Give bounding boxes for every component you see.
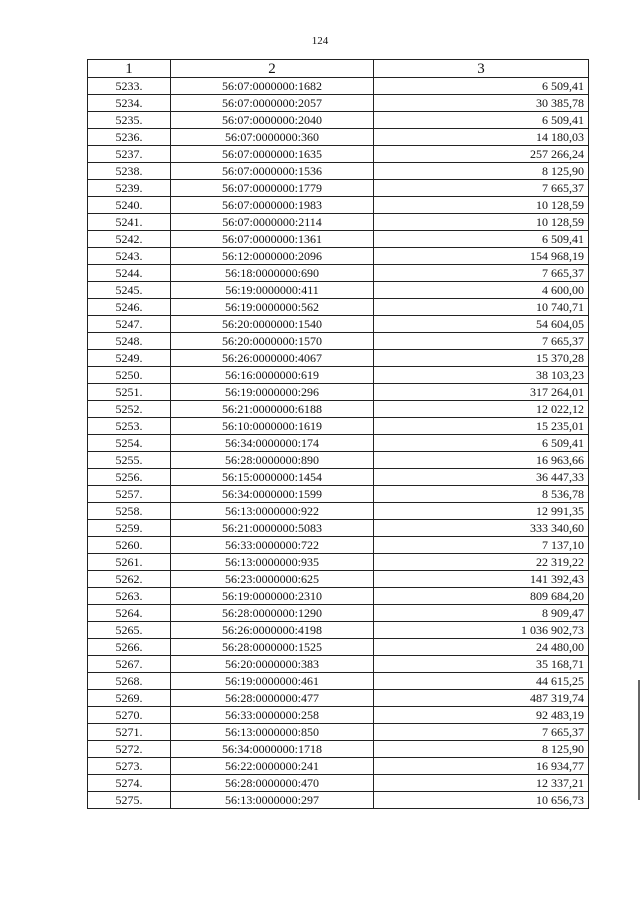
row-number-cell: 5238. xyxy=(88,163,171,180)
value-cell: 8 125,90 xyxy=(374,163,589,180)
table-row xyxy=(88,622,589,639)
row-number-cell: 5273. xyxy=(88,758,171,775)
page-number: 124 xyxy=(311,35,329,47)
row-number-cell: 5267. xyxy=(88,656,171,673)
cadastral-number-cell: 56:07:0000000:1779 xyxy=(171,180,374,197)
table-row xyxy=(88,146,589,163)
column-header-1: 1 xyxy=(88,60,171,78)
row-number-cell: 5251. xyxy=(88,384,171,401)
value-cell: 1 036 902,73 xyxy=(374,622,589,639)
table-body xyxy=(88,78,589,809)
cadastral-number-cell: 56:28:0000000:1290 xyxy=(171,605,374,622)
row-number-cell: 5243. xyxy=(88,248,171,265)
row-number-cell: 5236. xyxy=(88,129,171,146)
table-row xyxy=(88,248,589,265)
value-cell: 22 319,22 xyxy=(374,554,589,571)
cadastral-number-cell: 56:07:0000000:1635 xyxy=(171,146,374,163)
cadastral-number-cell: 56:28:0000000:1525 xyxy=(171,639,374,656)
value-cell: 487 319,74 xyxy=(374,690,589,707)
cadastral-number-cell: 56:07:0000000:360 xyxy=(171,129,374,146)
value-cell: 15 235,01 xyxy=(374,418,589,435)
table-row xyxy=(88,180,589,197)
cadastral-number-cell: 56:21:0000000:5083 xyxy=(171,520,374,537)
row-number-cell: 5244. xyxy=(88,265,171,282)
cadastral-number-cell: 56:07:0000000:1983 xyxy=(171,197,374,214)
value-cell: 7 665,37 xyxy=(374,265,589,282)
table-row xyxy=(88,231,589,248)
cadastral-number-cell: 56:28:0000000:470 xyxy=(171,775,374,792)
cadastral-number-cell: 56:33:0000000:722 xyxy=(171,537,374,554)
row-number-cell: 5254. xyxy=(88,435,171,452)
value-cell: 38 103,23 xyxy=(374,367,589,384)
cadastral-number-cell: 56:07:0000000:2057 xyxy=(171,95,374,112)
cadastral-number-cell: 56:07:0000000:2040 xyxy=(171,112,374,129)
value-cell: 16 934,77 xyxy=(374,758,589,775)
value-cell: 8 125,90 xyxy=(374,741,589,758)
value-cell: 30 385,78 xyxy=(374,95,589,112)
table-row xyxy=(88,741,589,758)
value-cell: 6 509,41 xyxy=(374,435,589,452)
value-cell: 35 168,71 xyxy=(374,656,589,673)
table-row xyxy=(88,520,589,537)
table-row xyxy=(88,452,589,469)
row-number-cell: 5239. xyxy=(88,180,171,197)
table-row xyxy=(88,265,589,282)
table-row xyxy=(88,707,589,724)
value-cell: 44 615,25 xyxy=(374,673,589,690)
row-number-cell: 5253. xyxy=(88,418,171,435)
row-number-cell: 5248. xyxy=(88,333,171,350)
table-row xyxy=(88,486,589,503)
cadastral-number-cell: 56:28:0000000:477 xyxy=(171,690,374,707)
table-row xyxy=(88,384,589,401)
row-number-cell: 5263. xyxy=(88,588,171,605)
table-row xyxy=(88,673,589,690)
row-number-cell: 5257. xyxy=(88,486,171,503)
value-cell: 6 509,41 xyxy=(374,112,589,129)
cadastral-number-cell: 56:07:0000000:2114 xyxy=(171,214,374,231)
value-cell: 8 909,47 xyxy=(374,605,589,622)
row-number-cell: 5241. xyxy=(88,214,171,231)
row-number-cell: 5258. xyxy=(88,503,171,520)
column-header-3: 3 xyxy=(374,60,589,78)
cadastral-number-cell: 56:15:0000000:1454 xyxy=(171,469,374,486)
cadastral-number-cell: 56:13:0000000:935 xyxy=(171,554,374,571)
row-number-cell: 5274. xyxy=(88,775,171,792)
table-row xyxy=(88,554,589,571)
value-cell: 12 022,12 xyxy=(374,401,589,418)
table-row xyxy=(88,571,589,588)
cadastral-number-cell: 56:10:0000000:1619 xyxy=(171,418,374,435)
value-cell: 12 337,21 xyxy=(374,775,589,792)
cadastral-number-cell: 56:20:0000000:1540 xyxy=(171,316,374,333)
value-cell: 15 370,28 xyxy=(374,350,589,367)
row-number-cell: 5237. xyxy=(88,146,171,163)
table-row xyxy=(88,333,589,350)
table-row xyxy=(88,197,589,214)
value-cell: 14 180,03 xyxy=(374,129,589,146)
value-cell: 257 266,24 xyxy=(374,146,589,163)
table-row xyxy=(88,588,589,605)
row-number-cell: 5261. xyxy=(88,554,171,571)
table-row xyxy=(88,639,589,656)
table-row xyxy=(88,503,589,520)
cadastral-number-cell: 56:26:0000000:4198 xyxy=(171,622,374,639)
cadastral-number-cell: 56:07:0000000:1361 xyxy=(171,231,374,248)
row-number-cell: 5264. xyxy=(88,605,171,622)
cadastral-number-cell: 56:07:0000000:1536 xyxy=(171,163,374,180)
row-number-cell: 5240. xyxy=(88,197,171,214)
value-cell: 6 509,41 xyxy=(374,231,589,248)
value-cell: 10 128,59 xyxy=(374,197,589,214)
table-header-row xyxy=(88,60,589,78)
cadastral-number-cell: 56:28:0000000:890 xyxy=(171,452,374,469)
table-row xyxy=(88,95,589,112)
table-row xyxy=(88,775,589,792)
value-cell: 7 665,37 xyxy=(374,724,589,741)
value-cell: 36 447,33 xyxy=(374,469,589,486)
row-number-cell: 5262. xyxy=(88,571,171,588)
value-cell: 7 137,10 xyxy=(374,537,589,554)
cadastral-number-cell: 56:16:0000000:619 xyxy=(171,367,374,384)
table-row xyxy=(88,282,589,299)
value-cell: 7 665,37 xyxy=(374,180,589,197)
cadastral-number-cell: 56:26:0000000:4067 xyxy=(171,350,374,367)
row-number-cell: 5270. xyxy=(88,707,171,724)
table-row xyxy=(88,401,589,418)
cadastral-number-cell: 56:19:0000000:411 xyxy=(171,282,374,299)
cadastral-number-cell: 56:07:0000000:1682 xyxy=(171,78,374,95)
cadastral-number-cell: 56:23:0000000:625 xyxy=(171,571,374,588)
cadastral-number-cell: 56:13:0000000:922 xyxy=(171,503,374,520)
table-row xyxy=(88,129,589,146)
table-row xyxy=(88,214,589,231)
value-cell: 809 684,20 xyxy=(374,588,589,605)
cadastral-table xyxy=(87,59,589,809)
value-cell: 54 604,05 xyxy=(374,316,589,333)
value-cell: 10 128,59 xyxy=(374,214,589,231)
row-number-cell: 5245. xyxy=(88,282,171,299)
table-row xyxy=(88,367,589,384)
cadastral-number-cell: 56:33:0000000:258 xyxy=(171,707,374,724)
cadastral-number-cell: 56:22:0000000:241 xyxy=(171,758,374,775)
cadastral-number-cell: 56:19:0000000:562 xyxy=(171,299,374,316)
table-row xyxy=(88,537,589,554)
cadastral-number-cell: 56:34:0000000:174 xyxy=(171,435,374,452)
row-number-cell: 5250. xyxy=(88,367,171,384)
row-number-cell: 5234. xyxy=(88,95,171,112)
cadastral-number-cell: 56:20:0000000:383 xyxy=(171,656,374,673)
table-row xyxy=(88,316,589,333)
row-number-cell: 5275. xyxy=(88,792,171,809)
cadastral-number-cell: 56:20:0000000:1570 xyxy=(171,333,374,350)
cadastral-number-cell: 56:19:0000000:2310 xyxy=(171,588,374,605)
row-number-cell: 5233. xyxy=(88,78,171,95)
table-row xyxy=(88,418,589,435)
table-row xyxy=(88,656,589,673)
row-number-cell: 5272. xyxy=(88,741,171,758)
row-number-cell: 5249. xyxy=(88,350,171,367)
table-row xyxy=(88,112,589,129)
row-number-cell: 5255. xyxy=(88,452,171,469)
value-cell: 141 392,43 xyxy=(374,571,589,588)
value-cell: 7 665,37 xyxy=(374,333,589,350)
row-number-cell: 5235. xyxy=(88,112,171,129)
row-number-cell: 5242. xyxy=(88,231,171,248)
table-row xyxy=(88,435,589,452)
table-row xyxy=(88,690,589,707)
row-number-cell: 5260. xyxy=(88,537,171,554)
row-number-cell: 5269. xyxy=(88,690,171,707)
row-number-cell: 5252. xyxy=(88,401,171,418)
value-cell: 16 963,66 xyxy=(374,452,589,469)
cadastral-number-cell: 56:21:0000000:6188 xyxy=(171,401,374,418)
table-row xyxy=(88,724,589,741)
row-number-cell: 5271. xyxy=(88,724,171,741)
table-row xyxy=(88,792,589,809)
cadastral-number-cell: 56:34:0000000:1599 xyxy=(171,486,374,503)
cadastral-number-cell: 56:13:0000000:850 xyxy=(171,724,374,741)
table-row xyxy=(88,605,589,622)
table-row xyxy=(88,78,589,95)
value-cell: 10 740,71 xyxy=(374,299,589,316)
row-number-cell: 5268. xyxy=(88,673,171,690)
row-number-cell: 5246. xyxy=(88,299,171,316)
row-number-cell: 5266. xyxy=(88,639,171,656)
value-cell: 24 480,00 xyxy=(374,639,589,656)
cadastral-number-cell: 56:34:0000000:1718 xyxy=(171,741,374,758)
value-cell: 12 991,35 xyxy=(374,503,589,520)
table-row xyxy=(88,469,589,486)
cadastral-number-cell: 56:19:0000000:296 xyxy=(171,384,374,401)
cadastral-number-cell: 56:12:0000000:2096 xyxy=(171,248,374,265)
value-cell: 4 600,00 xyxy=(374,282,589,299)
table-row xyxy=(88,299,589,316)
value-cell: 333 340,60 xyxy=(374,520,589,537)
row-number-cell: 5256. xyxy=(88,469,171,486)
value-cell: 154 968,19 xyxy=(374,248,589,265)
value-cell: 317 264,01 xyxy=(374,384,589,401)
cadastral-number-cell: 56:18:0000000:690 xyxy=(171,265,374,282)
value-cell: 10 656,73 xyxy=(374,792,589,809)
table-row xyxy=(88,758,589,775)
row-number-cell: 5265. xyxy=(88,622,171,639)
cadastral-number-cell: 56:13:0000000:297 xyxy=(171,792,374,809)
row-number-cell: 5259. xyxy=(88,520,171,537)
table-row xyxy=(88,163,589,180)
table-row xyxy=(88,350,589,367)
value-cell: 8 536,78 xyxy=(374,486,589,503)
value-cell: 6 509,41 xyxy=(374,78,589,95)
value-cell: 92 483,19 xyxy=(374,707,589,724)
column-header-2: 2 xyxy=(171,60,374,78)
cadastral-number-cell: 56:19:0000000:461 xyxy=(171,673,374,690)
row-number-cell: 5247. xyxy=(88,316,171,333)
